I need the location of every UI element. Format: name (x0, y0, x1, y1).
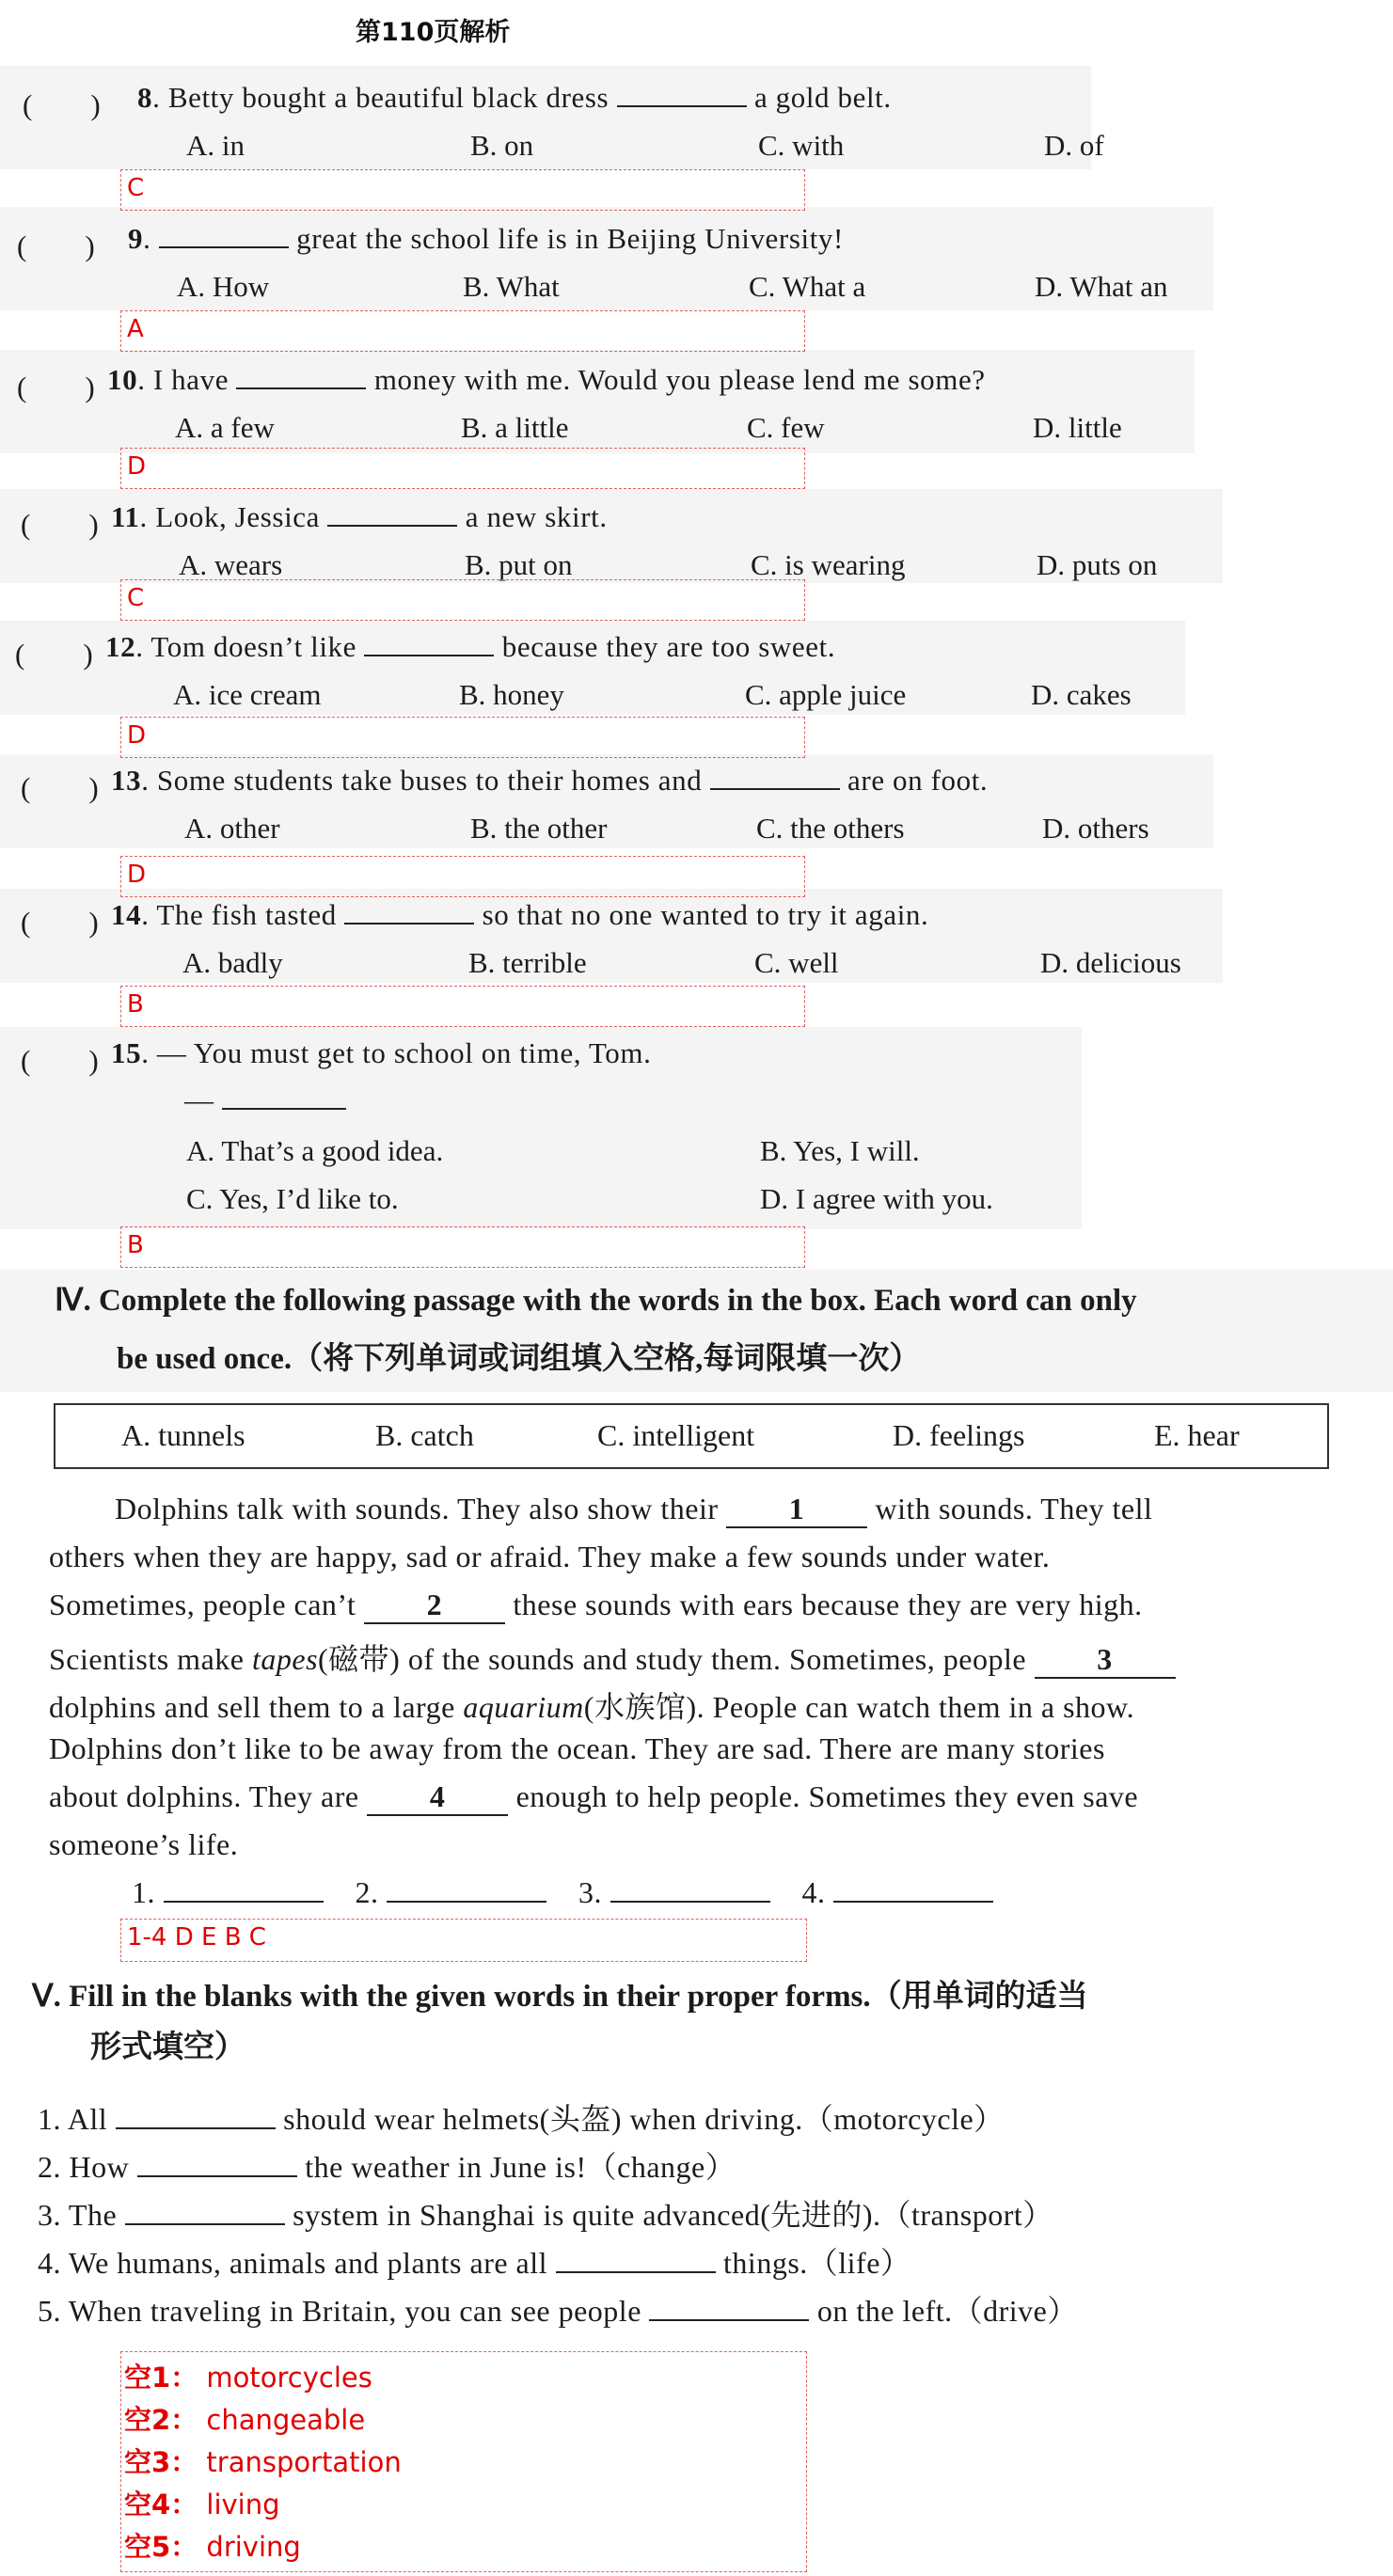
option-c: C. with (758, 129, 845, 162)
option-c: C. the others (756, 812, 905, 845)
answer-box (120, 310, 805, 352)
passage-line: Dolphins don’t like to be away from the ocean. They are sad. There are many stories (49, 1731, 1105, 1765)
option-c: C. well (754, 946, 839, 979)
question-8: 8. Betty bought a beautiful black dress a gold belt. (137, 81, 892, 114)
question-11: 11. Look, Jessica a new skirt. (111, 500, 608, 533)
question-9: 9. great the school life is in Beijing University! (128, 222, 844, 255)
option-d: D. I agree with you. (760, 1182, 993, 1215)
option-c: C. What a (749, 270, 866, 303)
answer-3: 空3： transportation (124, 2446, 402, 2478)
option-a: A. a few (175, 411, 275, 444)
word-option: E. hear (1154, 1418, 1240, 1452)
word-box (54, 1403, 1329, 1469)
answer-box (120, 448, 805, 489)
page-title: 第110页解析 (356, 18, 511, 47)
option-b: B. Yes, I will. (760, 1134, 920, 1167)
fill-item-3: 3. The system in Shanghai is quite advanced(先进的).（transport） (38, 2198, 1053, 2232)
option-b: B. terrible (468, 946, 587, 979)
answer-paren: ( ) (21, 906, 99, 939)
answer-5: 空5： driving (124, 2531, 301, 2563)
answer-paren: ( ) (21, 771, 99, 804)
blank-1: 1 (726, 1492, 867, 1528)
fill-item-1: 1. All should wear helmets(头盔) when driving.（motorcycle） (38, 2102, 1005, 2136)
option-d: D. others (1042, 812, 1149, 845)
answer: 1-4 D E B C (127, 1923, 266, 1952)
option-a: A. other (184, 812, 280, 845)
option-c: C. is wearing (751, 548, 906, 581)
answer-1: 空1： motorcycles (124, 2362, 372, 2394)
blank-2: 2 (364, 1588, 505, 1624)
word-option: B. catch (375, 1418, 474, 1452)
question-14: 14. The fish tasted so that no one wanted to try it again. (111, 898, 929, 931)
option-d: D. puts on (1037, 548, 1158, 581)
section-5-heading-line2: 形式填空） (90, 2031, 245, 2064)
answer: D (127, 861, 147, 889)
answer-paren: ( ) (17, 229, 95, 262)
answer-box (120, 579, 805, 621)
option-a: A. That’s a good idea. (186, 1134, 444, 1167)
answer-paren: ( ) (15, 638, 93, 671)
blank-3: 3 (1035, 1642, 1176, 1679)
option-b: B. a little (461, 411, 569, 444)
word-option: C. intelligent (597, 1418, 755, 1452)
option-b: B. on (470, 129, 534, 162)
answer: C (127, 584, 145, 612)
section-4-heading: Ⅳ. Complete the following passage with the words in the box. Each word can only (55, 1284, 1137, 1318)
fill-item-2: 2. How the weather in June is!（change） (38, 2150, 736, 2184)
question-13: 13. Some students take buses to their homes and are on foot. (111, 764, 989, 797)
answer-paren: ( ) (17, 371, 95, 403)
option-b: B. put on (465, 548, 573, 581)
passage-line: someone’s life. (49, 1827, 239, 1861)
option-c: C. Yes, I’d like to. (186, 1182, 399, 1215)
option-d: D. of (1044, 129, 1104, 162)
option-b: B. honey (459, 678, 564, 711)
option-b: B. What (463, 270, 560, 303)
option-d: D. cakes (1031, 678, 1132, 711)
question-10: 10. I have money with me. Would you please lend me some? (107, 363, 986, 396)
passage-line: Scientists make tapes(磁带) of the sounds and study them. Sometimes, people 3 (49, 1636, 1176, 1679)
passage-line: Dolphins talk with sounds. They also show their 1 with sounds. They tell (115, 1492, 1152, 1528)
option-b: B. the other (470, 812, 608, 845)
answer-paren: ( ) (21, 1044, 99, 1077)
answer-lines: 1. 2. 3. 4. (132, 1875, 993, 1910)
answer-paren: ( ) (21, 508, 99, 541)
answer-2: 空2： changeable (124, 2404, 366, 2436)
response-line: — (184, 1083, 346, 1117)
word-option: A. tunnels (121, 1418, 245, 1452)
answer: C (127, 174, 145, 202)
answer-paren: ( ) (23, 88, 101, 121)
option-a: A. in (186, 129, 245, 162)
option-c: C. few (747, 411, 825, 444)
option-a: A. badly (182, 946, 283, 979)
answer-box (120, 1226, 805, 1268)
fill-item-5: 5. When traveling in Britain, you can see people on the left.（drive） (38, 2294, 1078, 2328)
option-d: D. delicious (1040, 946, 1181, 979)
option-a: A. ice cream (173, 678, 322, 711)
option-d: D. What an (1035, 270, 1168, 303)
answer: B (127, 990, 144, 1019)
passage-line: dolphins and sell them to a large aquarium(水族馆). People can watch them in a show. (49, 1690, 1135, 1724)
answer-box (120, 1919, 807, 1962)
answer: D (127, 452, 147, 481)
section-5-heading: Ⅴ. Fill in the blanks with the given words in their proper forms.（用单词的适当 (32, 1980, 1088, 2014)
answer: A (127, 315, 144, 343)
blank-4: 4 (367, 1779, 508, 1816)
answer-4: 空4： living (124, 2489, 280, 2521)
answer: D (127, 721, 147, 750)
option-c: C. apple juice (745, 678, 907, 711)
answer: B (127, 1231, 144, 1259)
option-a: A. wears (179, 548, 283, 581)
option-a: A. How (177, 270, 270, 303)
fill-item-4: 4. We humans, animals and plants are all things.（life） (38, 2246, 911, 2280)
passage-line: others when they are happy, sad or afraid. They make a few sounds under water. (49, 1540, 1051, 1573)
answer-box (120, 169, 805, 211)
option-d: D. little (1033, 411, 1122, 444)
section-4-heading-line2: be used once.（将下列单词或词组填入空格,每词限填一次） (117, 1342, 921, 1376)
word-option: D. feelings (893, 1418, 1025, 1452)
answer-box (120, 856, 805, 897)
answer-box (120, 717, 805, 758)
question-12: 12. Tom doesn’t like because they are too sweet. (105, 630, 836, 663)
answer-box (120, 986, 805, 1027)
passage-line: Sometimes, people can’t 2 these sounds with ears because they are very high. (49, 1588, 1143, 1624)
passage-line: about dolphins. They are 4 enough to help people. Sometimes they even save (49, 1779, 1138, 1816)
question-15: 15. — You must get to school on time, Tom. (111, 1036, 652, 1069)
